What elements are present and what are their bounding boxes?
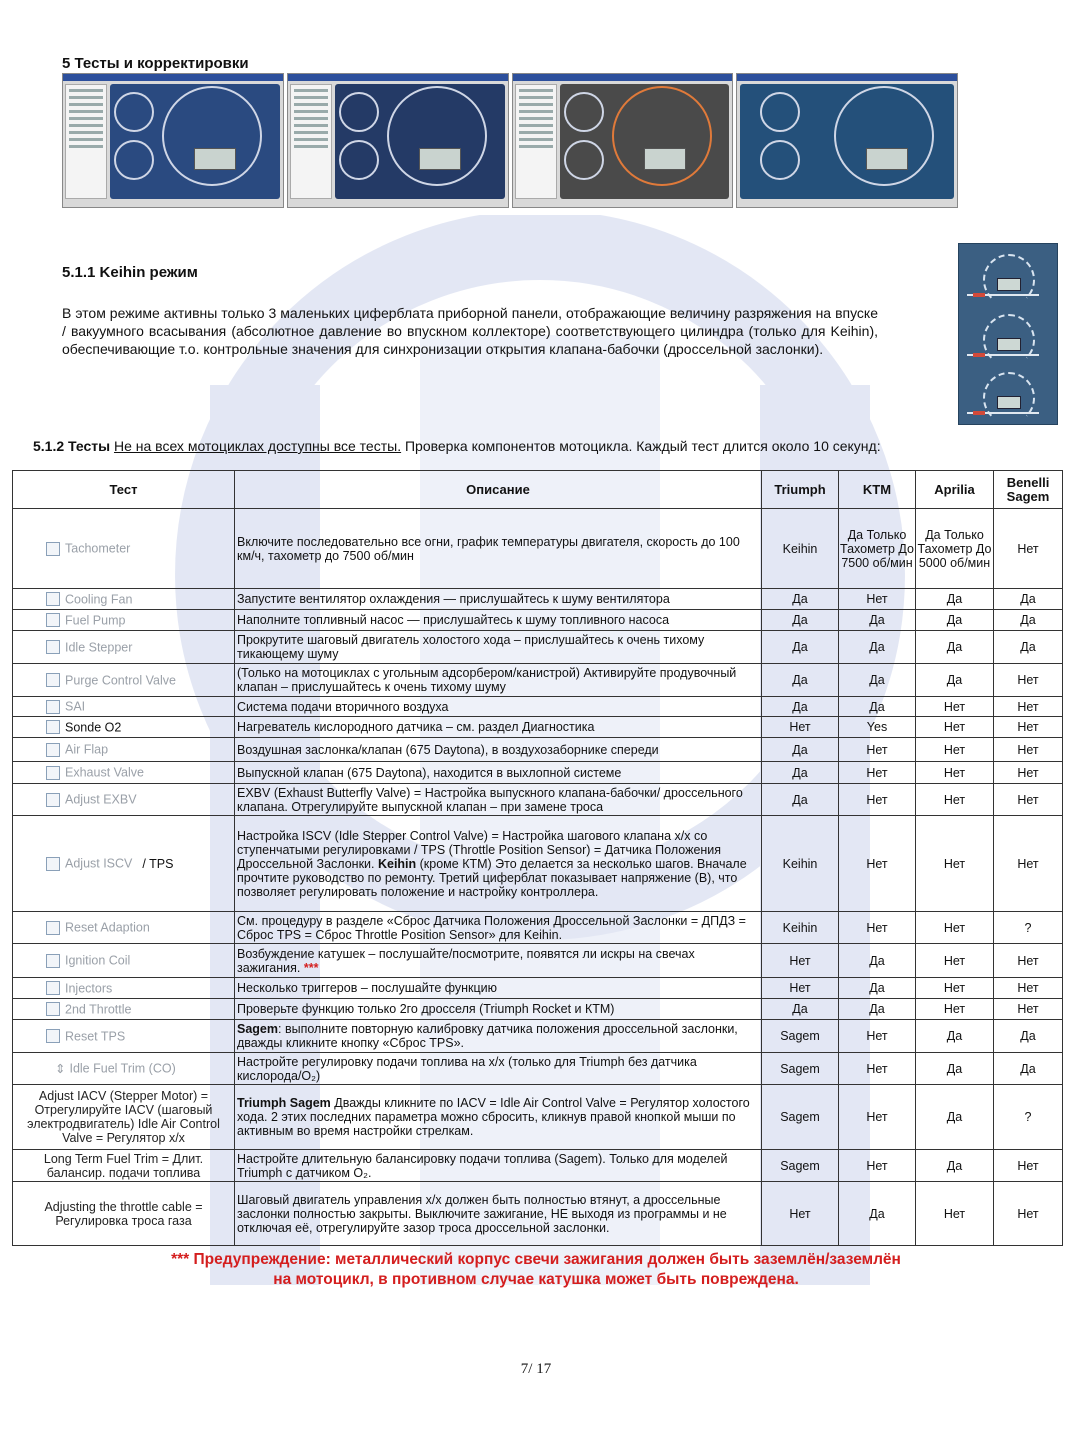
table-row: Exhaust Valve Выпускной клапан (675 Daytona), находится в выхлопной системе Да Нет Нет Нет <box>13 762 1063 784</box>
checkbox[interactable] <box>46 1029 60 1043</box>
table-row: 2nd Throttle Проверьте функцию только 2го дросселя (Triumph Rocket и КТМ) Да Да Нет Нет <box>13 999 1063 1020</box>
test-cell[interactable]: Idle Stepper <box>13 631 235 664</box>
checkbox[interactable] <box>46 592 60 606</box>
table-row: Adjust EXBV EXBV (Exhaust Butterfly Valve) = Настройка выпускного клапана-бабочки/ дроссельного клапана. Отрегулируйте выпускной клапан – при замене троса Да Нет Нет Нет <box>13 784 1063 816</box>
checkbox[interactable] <box>46 766 60 780</box>
table-row: Purge Control Valve (Только на мотоциклах с угольным адсорбером/канистрой) Активируйте продувочный клапан – прислушайтесь к очень тихому шуму Да Да Да Нет <box>13 664 1063 697</box>
checkbox[interactable] <box>46 542 60 556</box>
test-cell[interactable]: Exhaust Valve <box>13 762 235 784</box>
test-cell[interactable]: Adjust ISCV / TPS <box>13 816 235 912</box>
table-row: Reset Adaption См. процедуру в разделе «Сброс Датчика Положения Дроссельной Заслонки = ДПДЗ = Сброс TPS = Сброс Throttle Position Sensor» для Keihin. Keihin Нет Нет ? <box>13 912 1063 944</box>
tests-note: Проверка компонентов мотоцикла. Каждый тест длится около 10 секунд: <box>401 438 881 454</box>
vacuum-dials-image <box>958 243 1058 425</box>
screenshot-aprilia <box>287 73 509 208</box>
col-header-triumph: Triumph <box>762 471 839 509</box>
table-row: Cooling Fan Запустите вентилятор охлаждения — прислушайтесь к шуму вентилятора Да Нет Да Да <box>13 589 1063 610</box>
section-heading: 5 Тесты и корректировки <box>62 55 249 72</box>
test-cell[interactable]: Reset Adaption <box>13 912 235 944</box>
checkbox[interactable] <box>46 793 60 807</box>
tests-table <box>12 470 1063 1246</box>
col-header-benelli: Benelli Sagem <box>994 471 1063 509</box>
keihin-description: В этом режиме активны только 3 маленьких циферблата приборной панели, отображающие величину разряжения на впуске / вакуумного всасывания (абсолютное давление во впускном коллекторе) соответствующего цилиндра (только для Keihin), обеспечивающие т.о. контрольные значения для синхронизации открытия клапана-бабочки (дроссельной заслонки). <box>62 305 878 358</box>
spinner-icon[interactable]: ⇕ <box>55 1061 66 1076</box>
screenshot-ktm <box>512 73 734 208</box>
tests-note-underlined: Не на всех мотоциклах доступны все тесты. <box>113 438 402 454</box>
col-header-aprilia: Aprilia <box>916 471 994 509</box>
checkbox[interactable] <box>46 1002 60 1016</box>
warning-line-1: *** Предупреждение: металлический корпус свечи зажигания должен быть заземлён/заземлён <box>171 1251 901 1268</box>
col-header-test: Тест <box>13 471 235 509</box>
test-cell[interactable]: SAI <box>13 697 235 717</box>
tests-heading <box>33 438 881 454</box>
table-row: SAI Система подачи вторичного воздуха Да Да Нет Нет <box>13 697 1063 717</box>
test-cell[interactable]: Reset TPS <box>13 1020 235 1053</box>
test-cell[interactable]: 2nd Throttle <box>13 999 235 1020</box>
table-row: Long Term Fuel Trim = Длит. балансир. подачи топлива Настройте длительную балансировку подачи топлива (Sagem). Только для моделей Triumph с датчиком O₂. Sagem Нет Да Нет <box>13 1150 1063 1182</box>
test-cell[interactable]: Air Flap <box>13 738 235 762</box>
table-row: Fuel Pump Наполните топливный насос — прислушайтесь к шуму топливного насоса Да Да Да Да <box>13 610 1063 631</box>
table-row: Adjust IACV (Stepper Motor) = Отрегулируйте IACV (шаговый электродвигатель) Idle Air Control Valve = Регулятор х/х Triumph Sagem Дважды кликните по IACV = Idle Air Control Valve = Регулятор холостого хода. 2 этих последних параметра можно сбросить, кликнув правой кнопкой мыши по активным во время настройки стрелкам. Sagem Нет Да ? <box>13 1085 1063 1150</box>
table-row: Adjust ISCV / TPS Настройка ISCV (Idle Stepper Control Valve) = Настройка шагового клапана х/х со ступенчатыми регулировками / TPS (Throttle Position Sensor) = Датчика Положения Дроссельной Заслонки. Keihin (кроме КТМ) Это делается за несколько шагов. Вначале прочтите руководство по ремонту. Третий циферблат показывает напряжение (В), что позволяет регулировать положение и настройку контроллера. Keihin Нет Нет Нет <box>13 816 1063 912</box>
test-cell[interactable]: Cooling Fan <box>13 589 235 610</box>
table-row: Ignition Coil Возбуждение катушек – послушайте/посмотрите, появятся ли искры на свечах зажигания. *** Нет Да Нет Нет <box>13 944 1063 978</box>
col-header-ktm: KTM <box>839 471 916 509</box>
test-cell[interactable]: Injectors <box>13 978 235 999</box>
table-row: ⇕ Idle Fuel Trim (CO) Настройте регулировку подачи топлива на х/х (только для Triumph без датчика кислорода/O₂) Sagem Нет Да Да <box>13 1053 1063 1085</box>
checkbox[interactable] <box>46 640 60 654</box>
table-row: Injectors Несколько триггеров – послушайте функцию Нет Да Нет Нет <box>13 978 1063 999</box>
test-cell[interactable]: Purge Control Valve <box>13 664 235 697</box>
test-cell[interactable]: Fuel Pump <box>13 610 235 631</box>
checkbox[interactable] <box>46 981 60 995</box>
warning-line-2: на мотоцикл, в противном случае катушка может быть повреждена. <box>273 1271 799 1288</box>
table-row: Reset TPS Sagem: выполните повторную калибровку датчика положения дроссельной заслонки, дважды кликните кнопку «Сброс TPS». Sagem Нет Да Да <box>13 1020 1063 1053</box>
table-row: Adjusting the throttle cable = Регулировка троса газа Шаговый двигатель управления х/х должен быть полностью втянут, а дроссельные заслонки полностью закрыты. Выключите зажигание, НЕ выходя из программы и не отключая её, отрегулируйте зазор троса дроссельной заслонки. Нет Да Нет Нет <box>13 1182 1063 1246</box>
test-cell[interactable]: Tachometer <box>13 509 235 589</box>
screenshot-benelli <box>736 73 958 208</box>
checkbox[interactable] <box>46 673 60 687</box>
keihin-heading: 5.1.1 Keihin режим <box>62 264 198 281</box>
table-row: Air Flap Воздушная заслонка/клапан (675 Daytona), в воздухозаборнике спереди Да Нет Нет Нет <box>13 738 1063 762</box>
page-number: 7/ 17 <box>520 1361 552 1377</box>
software-screenshots <box>62 73 958 208</box>
checkbox[interactable] <box>46 921 60 935</box>
tests-title: 5.1.2 Тесты <box>33 438 111 454</box>
checkbox[interactable] <box>46 700 60 714</box>
test-cell[interactable]: ⇕ Idle Fuel Trim (CO) <box>13 1053 235 1085</box>
table-row: Tachometer Включите последовательно все огни, график температуры двигателя, скорость до 100 км/ч, тахометр до 7500 об/мин Keihin Да Только Тахометр До 7500 об/мин Да Только Тахометр До 5000 об/мин Нет <box>13 509 1063 589</box>
checkbox[interactable] <box>46 954 60 968</box>
col-header-description: Описание <box>235 471 762 509</box>
warning-note <box>60 1250 1012 1290</box>
checkbox[interactable] <box>46 613 60 627</box>
screenshot-triumph <box>62 73 284 208</box>
test-cell[interactable]: Adjust EXBV <box>13 784 235 816</box>
checkbox[interactable] <box>46 743 60 757</box>
table-row: Idle Stepper Прокрутите шаговый двигатель холостого хода – прислушайтесь к очень тихому тикающему шуму Да Да Да Да <box>13 631 1063 664</box>
test-cell[interactable]: Ignition Coil <box>13 944 235 978</box>
table-header-row <box>13 471 1063 509</box>
checkbox[interactable] <box>46 857 60 871</box>
checkbox[interactable] <box>46 720 60 734</box>
test-cell[interactable]: Sonde O2 <box>13 717 235 738</box>
table-row: Sonde O2 Нагреватель кислородного датчика – см. раздел Диагностика Нет Yes Нет Нет <box>13 717 1063 738</box>
